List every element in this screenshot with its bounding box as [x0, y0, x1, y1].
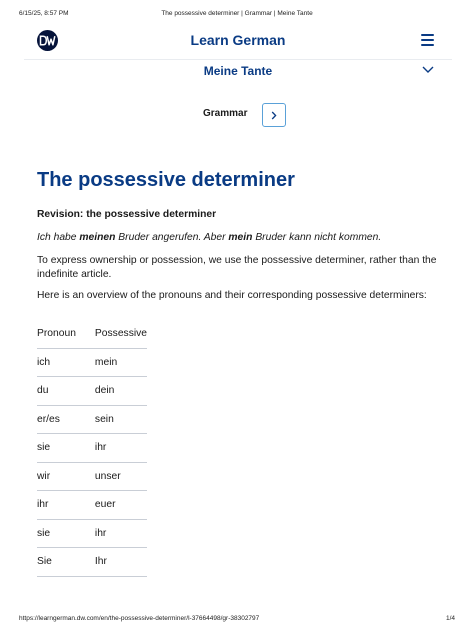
menu-button[interactable]	[421, 34, 434, 46]
overview-paragraph: Here is an overview of the pronouns and their corresponding possessive determiners:	[37, 290, 427, 301]
menu-icon-line	[421, 44, 434, 46]
menu-icon-line	[421, 34, 434, 36]
menu-icon-line	[421, 39, 434, 41]
print-datetime: 6/15/25, 8:57 PM	[19, 10, 69, 17]
column-header: Possessive	[95, 320, 147, 348]
pronoun-cell: sie	[37, 519, 95, 548]
table-row	[37, 491, 147, 520]
table-row	[37, 548, 147, 577]
example-text: Ich habe	[37, 232, 80, 243]
possessive-cell: ihr	[95, 434, 147, 463]
print-page-title: The possessive determiner | Grammar | Meine Tante	[161, 10, 313, 17]
possessive-cell: Ihr	[95, 548, 147, 577]
pronoun-cell: ihr	[37, 491, 95, 520]
chevron-right-icon	[271, 111, 277, 120]
possessive-cell: mein	[95, 348, 147, 377]
table-row	[37, 434, 147, 463]
example-text: Bruder angerufen. Aber	[115, 232, 229, 243]
possessive-cell: ihr	[95, 519, 147, 548]
page-number: 1/4	[445, 615, 455, 622]
site-title[interactable]: Learn German	[190, 32, 286, 48]
site-header	[24, 30, 452, 60]
table-row	[37, 405, 147, 434]
pronoun-cell: wir	[37, 462, 95, 491]
table-row	[37, 462, 147, 491]
lesson-title: Meine Tante	[203, 64, 273, 78]
chevron-down-icon	[422, 66, 434, 73]
revision-heading: Revision: the possessive determiner	[37, 209, 217, 220]
column-header: Pronoun	[37, 320, 95, 348]
lesson-dropdown[interactable]	[24, 62, 452, 82]
possessive-cell: euer	[95, 491, 147, 520]
example-bold-word: meinen	[79, 232, 116, 243]
table-row	[37, 348, 147, 377]
grammar-next-button[interactable]	[262, 103, 286, 127]
example-sentence	[37, 232, 381, 243]
example-bold-word: mein	[228, 232, 253, 243]
possessive-cell: unser	[95, 462, 147, 491]
intro-paragraph: To express ownership or possession, we use the possessive determiner, rather than the indefinite article.	[37, 255, 437, 280]
page-title: The possessive determiner	[37, 169, 295, 191]
possessive-cell: sein	[95, 405, 147, 434]
example-text: Bruder kann nicht kommen.	[252, 232, 382, 243]
print-url: https://learngerman.dw.com/en/the-possessive-determiner/l-37664498/gr-38302797	[19, 615, 260, 622]
table-row	[37, 519, 147, 548]
possessive-table	[37, 320, 147, 577]
pronoun-cell: du	[37, 377, 95, 406]
pronoun-cell: er/es	[37, 405, 95, 434]
pronoun-cell: Sie	[37, 548, 95, 577]
grammar-label: Grammar	[203, 108, 248, 119]
possessive-cell: dein	[95, 377, 147, 406]
pronoun-cell: ich	[37, 348, 95, 377]
table-header-row	[37, 320, 147, 348]
pronoun-cell: sie	[37, 434, 95, 463]
table-row	[37, 377, 147, 406]
